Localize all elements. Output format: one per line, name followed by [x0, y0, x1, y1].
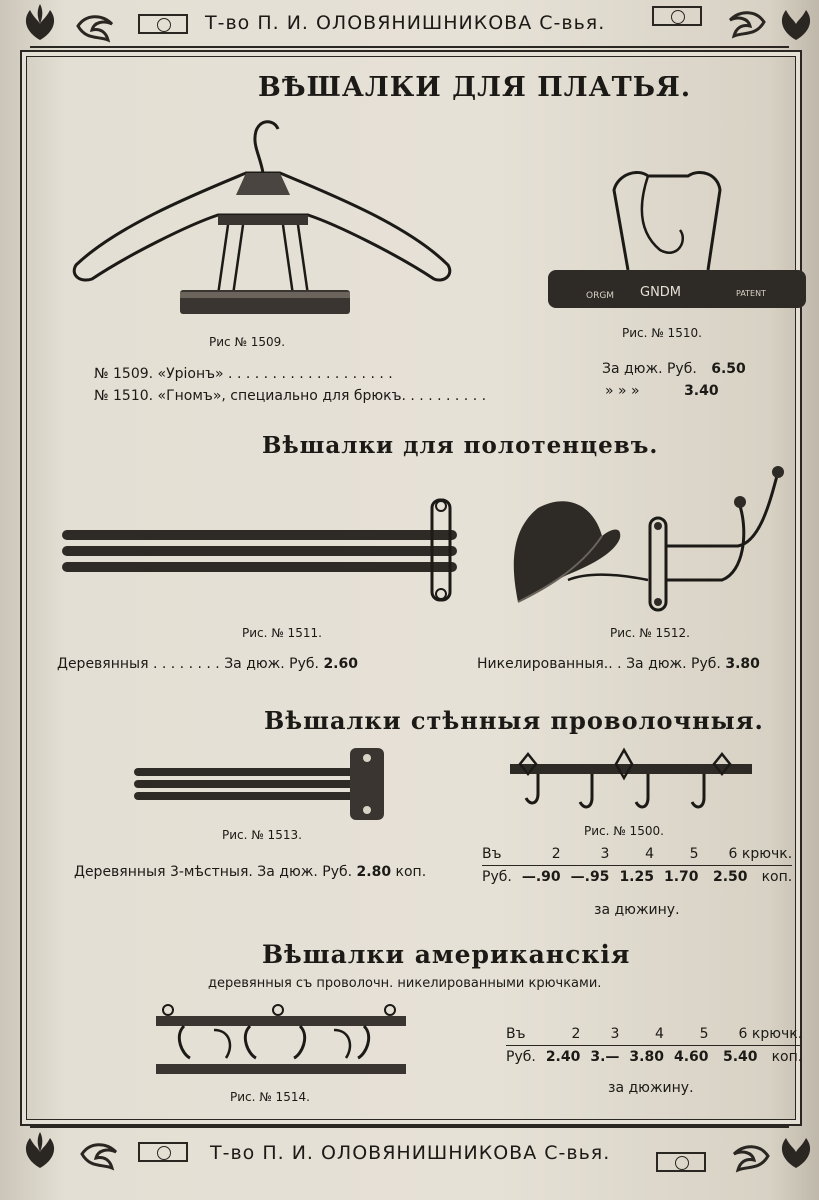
footer-rule: [30, 1126, 789, 1128]
table-cell: 3.—: [590, 1049, 620, 1065]
price-line-1513: [74, 864, 426, 880]
figure-caption-1511: Рис. № 1511.: [242, 626, 322, 640]
table-cell: —.90: [521, 869, 561, 885]
figure-caption-1500: Рис. № 1500.: [584, 824, 664, 838]
table-cell: коп.: [771, 1049, 803, 1065]
table-cell: 6 крючк.: [709, 1026, 803, 1046]
table-cell: 3: [580, 1026, 619, 1046]
page-header: [0, 0, 819, 50]
hanger-1509-figure: [68, 115, 458, 320]
price-unit: За дюж. Руб.: [224, 656, 319, 672]
price-value: 6.50: [711, 361, 746, 377]
price-unit-1509: [602, 361, 746, 377]
price-line-1509: [94, 366, 393, 382]
header-emblem-box: [652, 6, 702, 26]
price-line-1512: [477, 656, 760, 672]
table-cell: —.95: [570, 869, 610, 885]
header-rule: [30, 46, 789, 48]
table-cell: 4: [619, 1026, 664, 1046]
leader-dots: . . . . . . . . .: [410, 388, 487, 404]
floral-ornament-icon: [726, 1136, 774, 1178]
floral-ornament-icon: [72, 6, 120, 48]
floral-ornament-icon: [76, 1134, 124, 1176]
table-row: [506, 1046, 802, 1066]
table-cell: 3.80: [629, 1049, 664, 1065]
table-cell: 4.60: [673, 1049, 709, 1065]
svg-text:ORGM: ORGM: [586, 291, 615, 301]
price-table-1500: [482, 846, 792, 885]
section-title-dress-hangers: ВѢШАЛКИ ДЛЯ ПЛАТЬЯ.: [258, 72, 692, 103]
price-line-1510: [94, 388, 486, 404]
price-value: 2.60: [323, 656, 358, 672]
price-value: 3.40: [684, 383, 719, 399]
price-value: 2.80: [356, 864, 392, 880]
figure-caption-1512: Рис. № 1512.: [610, 626, 690, 640]
table-cell: Руб.: [482, 869, 512, 885]
footer-emblem-box: [656, 1152, 706, 1172]
section-title-towel-hangers: Вѣшалки для полотенцевъ.: [262, 432, 659, 459]
floral-ornament-icon: [16, 1130, 64, 1172]
table-cell: 6 крючк.: [699, 846, 793, 866]
footer-company-name: Т-во П. И. ОЛОВЯНИШНИКОВА С-вья.: [210, 1142, 611, 1164]
table-note-1500: за дюжину.: [594, 902, 680, 918]
page-footer: [0, 1122, 819, 1182]
table-cell: 1.25: [619, 869, 654, 885]
table-header-row: [506, 1026, 802, 1046]
price-unit: За дюж. Руб.: [602, 361, 697, 377]
floral-ornament-icon: [16, 2, 64, 44]
floral-ornament-icon: [772, 1130, 819, 1172]
table-note-1514: за дюжину.: [608, 1080, 694, 1096]
table-cell: 5: [654, 846, 699, 866]
table-cell: Въ: [482, 846, 512, 866]
item-label: Никелированныя..: [477, 656, 613, 672]
hat-hook-1512-figure: [498, 462, 788, 614]
table-cell: Руб.: [506, 1049, 536, 1065]
towel-rack-1511-figure: [60, 492, 460, 604]
svg-text:GNDM: GNDM: [640, 285, 682, 300]
item-label: Деревянныя: [57, 656, 149, 672]
price-unit: За дюж. Руб.: [626, 656, 721, 672]
table-row: [482, 866, 792, 886]
svg-text:PATENT: PATENT: [736, 289, 766, 298]
table-cell: 2: [536, 1026, 581, 1046]
table-cell: коп.: [761, 869, 793, 885]
price-value: 3.80: [725, 656, 760, 672]
leader-dots: . . . . . . . . . . . . . . . . . . .: [228, 366, 393, 382]
wall-rack-1513-figure: [132, 744, 388, 824]
floral-ornament-icon: [772, 2, 819, 44]
table-cell: 3: [561, 846, 610, 866]
table-header-row: [482, 846, 792, 866]
table-cell: 2: [512, 846, 561, 866]
section-title-wall-hangers: Вѣшалки стѣнныя проволочныя.: [264, 706, 764, 735]
item-label: № 1510. «Гномъ», специально для брюкъ.: [94, 388, 406, 404]
table-cell: 5: [664, 1026, 709, 1046]
floral-ornament-icon: [722, 2, 770, 44]
figure-caption-1509: Рис № 1509.: [209, 335, 286, 349]
hanger-1510-figure: [548, 160, 808, 312]
leader-dots: . . . . . . . .: [152, 656, 220, 672]
price-line-1511: [57, 656, 358, 672]
price-unit-1510: [605, 383, 719, 399]
section-subtitle-american-hangers: деревянныя съ проволочн. никелированными крючками.: [208, 976, 602, 991]
header-company-name: Т-во П. И. ОЛОВЯНИШНИКОВА С-вья.: [205, 12, 606, 34]
figure-caption-1510: Рис. № 1510.: [622, 326, 702, 340]
american-rack-1514-figure: [154, 1002, 408, 1078]
price-suffix: коп.: [395, 864, 427, 880]
header-emblem-box: [138, 14, 188, 34]
table-cell: 2.40: [545, 1049, 581, 1065]
hook-bar-1500-figure: [508, 748, 754, 814]
table-cell: 5.40: [722, 1049, 758, 1065]
table-cell: 1.70: [663, 869, 699, 885]
price-table-1514: [506, 1026, 802, 1065]
item-label: Деревянныя 3-мѣстныя. За дюж. Руб.: [74, 864, 353, 880]
section-title-american-hangers: Вѣшалки американскія: [262, 940, 631, 969]
figure-caption-1514: Рис. № 1514.: [230, 1090, 310, 1104]
leader-dots: .: [617, 656, 622, 672]
table-cell: Въ: [506, 1026, 536, 1046]
table-cell: 2.50: [712, 869, 748, 885]
price-unit: » » »: [605, 383, 640, 399]
footer-emblem-box: [138, 1142, 188, 1162]
item-label: № 1509. «Уріонъ»: [94, 366, 224, 382]
figure-caption-1513: Рис. № 1513.: [222, 828, 302, 842]
table-cell: 4: [609, 846, 654, 866]
